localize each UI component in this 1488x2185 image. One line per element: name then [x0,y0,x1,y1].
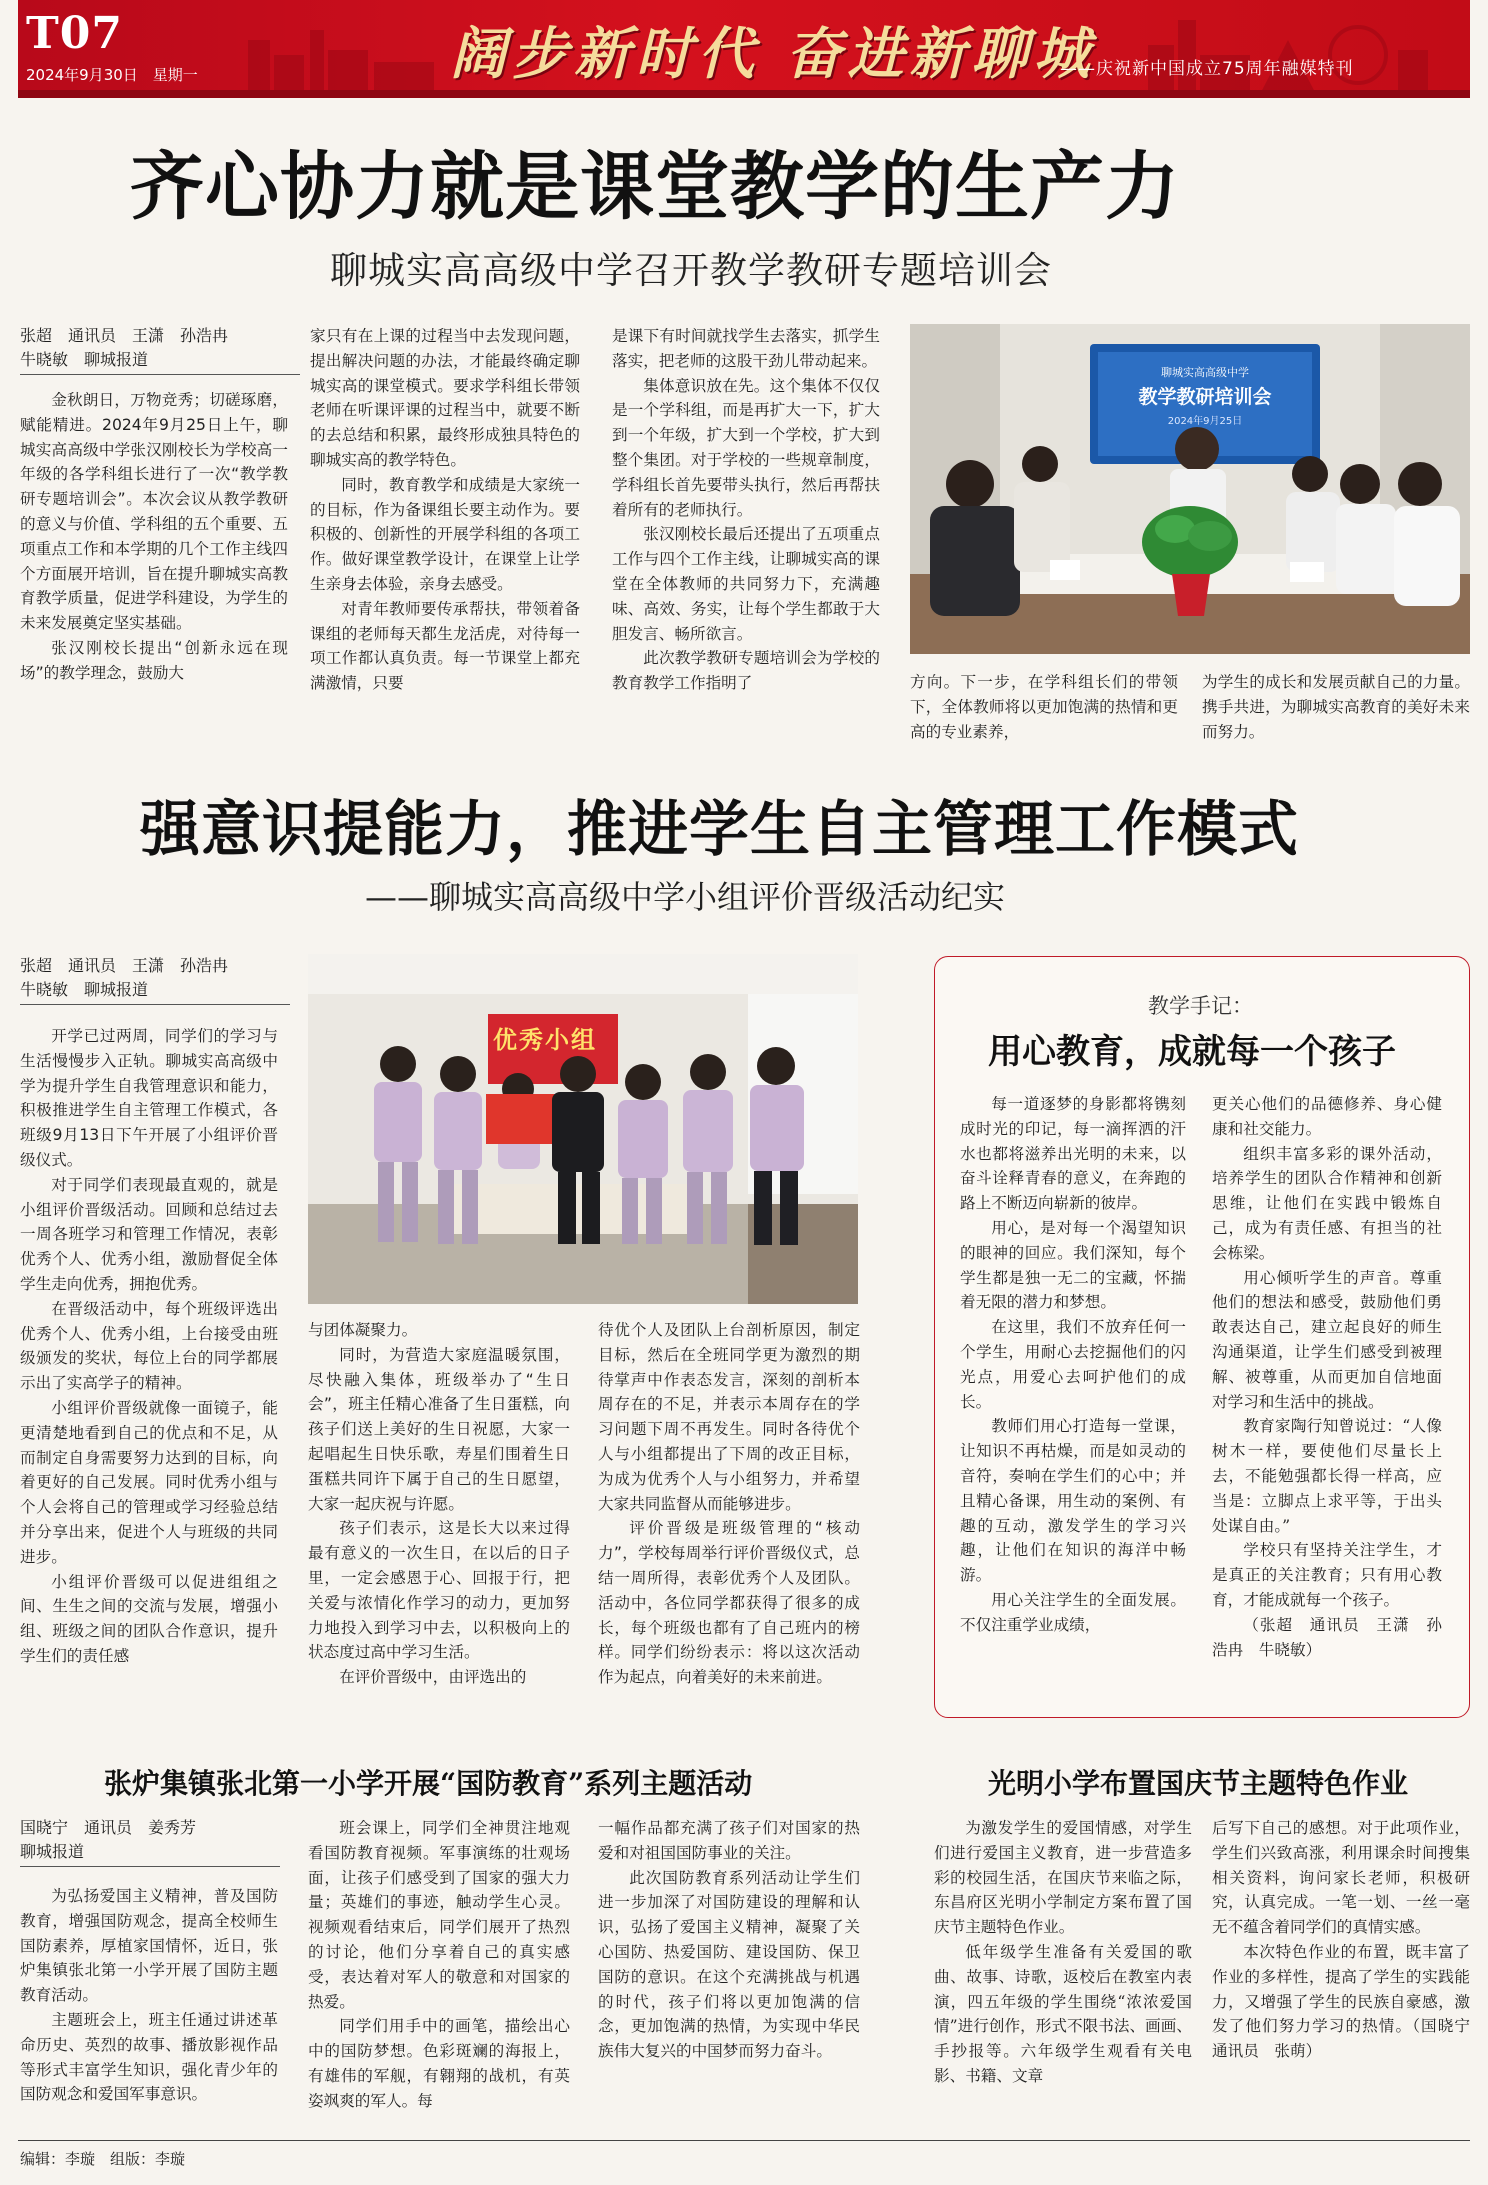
sidebar-column-1 [960,1092,1186,1638]
footer-divider [18,2140,1470,2141]
screen-school-name: 聊城实高高级中学 [1161,366,1249,379]
article3-column-1 [20,1884,278,2107]
article3-title: 张炉集镇张北第一小学开展“国防教育”系列主题活动 [104,1767,753,1800]
paragraph: 组织丰富多彩的课外活动，培养学生的团队合作精神和创新思维，让他们在实践中锻炼自己，成为有责任感、有担当的社会栋梁。 [1212,1144,1442,1262]
paragraph: 在评价晋级中，由评选出的 [339,1668,527,1687]
paragraph: 学校只有坚持关注学生，才是真正的关注教育；只有用心教育，才能成就每一个孩子。 [1212,1541,1442,1609]
sidebar-column-2 [1212,1092,1442,1662]
article4-column-1 [934,1816,1192,2089]
article2-title: 强意识提能力，推进学生自主管理工作模式 [140,795,1299,865]
article4-column-2 [1212,1816,1486,2064]
paragraph: 孩子们表示，这是长大以来过得最有意义的一次生日，在以后的日子里，一定会感恩于心、回报于行，把关爱与浓情化作学习的动力，更加努力地投入到学习中去，以积极向上的状态度过高中学习生活。 [308,1519,570,1662]
article1-column-1 [20,388,288,686]
paragraph: 本次特色作业的布置，既丰富了作业的多样性，提高了学生的实践能力，又增强了学生的民族自豪感，激发了他们努力学习的热情。（国晓宁 通讯员 张萌） [1212,1942,1486,2061]
paragraph: 为弘扬爱国主义精神，普及国防教育，增强国防观念，提高全校师生国防素养，厚植家国情怀，近日，张炉集镇张北第一小学开展了国防主题教育活动。 [20,1887,278,2005]
paragraph: 对青年教师要传承帮扶，带领着备课组的老师每天都生龙活虎，对待每一项工作都认真负责。每一节课堂上都充满激情，只要 [310,599,580,693]
article1-column-2 [310,324,580,696]
article3-column-3 [598,1816,860,2064]
article1-title: 齐心协力就是课堂教学的生产力 [130,144,1180,230]
students-photo-illustration [308,954,858,1304]
paragraph: 小组评价晋级就像一面镜子，能更清楚地看到自己的优点和不足，从而制定自身需要努力达到的目标，向着更好的自己发展。同时优秀小组与个人会将自己的管理或学习经验总结并分享出来，促进个人与班级的共同进步。 [20,1398,278,1566]
paragraph: （张超 通讯员 王潇 孙浩冉 牛晓敏） [1212,1615,1442,1659]
issue-date: 2024年9月30日 星期一 [26,66,198,84]
paragraph: 为学生的成长和发展贡献自己的力量。携手共进，为聊城实高教育的美好未来而努力。 [1202,673,1470,741]
page-number: T07 [26,8,123,59]
paragraph: 同学们用手中的画笔，描绘出心中的国防梦想。色彩斑斓的海报上，有雄伟的军舰，有翱翔的战机，有英姿飒爽的军人。每 [308,2017,570,2110]
byline-line: 牛晓敏 聊城报道 [20,348,300,375]
paragraph: 家只有在上课的过程当中去发现问题，提出解决问题的办法，才能最终确定聊城实高的课堂模式。要求学科组长带领老师在听课评课的过程当中，就要不断的去总结和积累，最终形成独具特色的聊城实高的教学特色。 [310,327,580,469]
paragraph: 此次国防教育系列活动让学生们进一步加深了对国防建设的理解和认识，弘扬了爱国主义精神，凝聚了关心国防、热爱国防、建设国防、保卫国防的意识。在这个充满挑战与机遇的时代，孩子们将以更加饱满的信念，更加饱满的热情，为实现中华民族伟大复兴的中国梦而努力奋斗。 [598,1868,860,2061]
byline-line: 张超 通讯员 王潇 孙浩冉 [20,956,229,975]
paragraph: 主题班会上，班主任通过讲述革命历史、英烈的故事、播放影视作品等形式丰富学生知识，强化青少年的国防观念和爱国军事意识。 [20,2010,278,2104]
paragraph: 用心，是对每一个渴望知识的眼神的回应。我们深知，每个学生都是独一无二的宝藏，怀揣着无限的潜力和梦想。 [960,1218,1186,1312]
paragraph: 低年级学生准备有关爱国的歌曲、故事、诗歌，返校后在教室内表演，四五年级的学生围绕“浓浓爱国情”进行创作，形式不限书法、画画、手抄报等。六年级学生观看有关电影、书籍、文章 [934,1942,1192,2085]
screen-meeting-title: 教学教研培训会 [1138,386,1272,408]
paragraph: 对于同学们表现最直观的，就是小组评价晋级活动。回顾和总结过去一周各班学习和管理工作情况，表彰优秀个人、优秀小组，激励督促全体学生走向优秀，拥抱优秀。 [20,1175,278,1293]
screen-date: 2024年9月25日 [1167,416,1243,427]
paragraph: 评价晋级是班级管理的“核动力”，学校每周举行评价晋级仪式，总结一周所得，表彰优秀个人及团队。活动中，各位同学都获得了很多的成长，每个班级也都有了自己班内的榜样。同学们纷纷表示：将以这次活动作为起点，向着美好的未来前进。 [598,1519,860,1687]
paragraph: 小组评价晋级可以促进组组之间、生生之间的交流与发展，增强小组、班级之间的团队合作意识，提升学生们的责任感 [20,1572,278,1665]
article1-column-3 [612,324,880,696]
paragraph: 同时，教育教学和成绩是大家统一的目标，作为备课组长要主动作为。要积极的、创新性的开展学科组的各项工作。做好课堂教学设计，在课堂上让学生亲身去体验，亲身去感受。 [310,475,580,593]
paragraph: 更关心他们的品德修养、身心健康和社交能力。 [1212,1095,1442,1138]
article2-column-1 [20,1024,278,1669]
byline-line: 张超 通讯员 王潇 孙浩冉 [20,326,229,345]
students-photo [308,954,858,1304]
sidebar-kicker: 教学手记： [1148,994,1253,1018]
paragraph: 用心倾听学生的声音。尊重他们的想法和感受，鼓励他们勇敢表达自己，建立起良好的师生沟通渠道，让学生们感受到被理解、被尊重，从而更加自信地面对学习和生活中的挑战。 [1212,1268,1442,1411]
paragraph: 与团体凝聚力。 [308,1321,418,1339]
byline-line: 国晓宁 通讯员 姜秀芳 [20,1818,197,1837]
paragraph: 开学已过两周，同学们的学习与生活慢慢步入正轨。聊城实高高级中学为提升学生自我管理意识和能力，积极推进学生自主管理工作模式，各班级9月13日下午开展了小组评价晋级仪式。 [20,1027,278,1169]
paragraph: 金秋朗日，万物竞秀；切磋琢磨，赋能精进。2024年9月25日上午，聊城实高高级中学张汉刚校长为学校高一年级的各学科组长进行了一次“教学教研专题培训会”。本次会议从教学教研的意义与价值、学科组的五个重要、五项重点工作和本学期的几个工作主线四个方面展开培训，旨在提升聊城实高教育教学质量，促进学科建设，为学生的未来发展奠定坚实基础。 [20,391,288,633]
paragraph: 一幅作品都充满了孩子们对国家的热爱和对祖国国防事业的关注。 [598,1819,860,1862]
footer-editor: 编辑：李璇 组版：李璇 [20,2150,186,2168]
banner-text: 优秀小组 [493,1026,597,1054]
paragraph: 是课下有时间就找学生去落实，抓学生落实，把老师的这股干劲儿带动起来。 [612,327,880,370]
paragraph: 教师们用心打造每一堂课，让知识不再枯燥，而是如灵动的音符，奏响在学生们的心中；并且精心备课，用生动的案例、有趣的互动，激发学生的学习兴趣，让他们在知识的海洋中畅游。 [960,1417,1186,1585]
article3-column-2 [308,1816,570,2114]
paragraph: 用心关注学生的全面发展。不仅注重学业成绩， [960,1590,1186,1634]
article2-column-3 [598,1318,860,1690]
paragraph: 集体意识放在先。这个集体不仅仅是一个学科组，而是再扩大一下，扩大到一个年级，扩大到一个学校，扩大到整个集团。对于学校的一些规章制度，学科组长首先要带头执行，然后再帮扶着所有的老师执行。 [612,376,880,519]
paragraph: 每一道逐梦的身影都将镌刻成时光的印记，每一滴挥洒的汗水也都将滋养出光明的未来，以奋斗诠释青春的意义，在奔跑的路上不断迈向崭新的彼岸。 [960,1095,1186,1213]
paragraph: 为激发学生的爱国情感，对学生们进行爱国主义教育，进一步营造多彩的校园生活，在国庆节来临之际，东昌府区光明小学制定方案布置了国庆节主题特色作业。 [934,1819,1192,1937]
paragraph: 在晋级活动中，每个班级评选出优秀个人、优秀小组，上台接受由班级颁发的奖状，每位上台的同学都展示出了实高学子的精神。 [20,1299,278,1393]
byline-line: 牛晓敏 聊城报道 [20,978,290,1005]
paragraph: 班会课上，同学们全神贯注地观看国防教育视频。军事演练的壮观场面，让孩子们感受到了国家的强大力量；英雄们的事迹，触动学生心灵。视频观看结束后，同学们展开了热烈的讨论，他们分享着自己的真实感受，表达着对军人的敬意和对国家的热爱。 [308,1819,570,2011]
meeting-photo [910,324,1470,654]
article2-subtitle: ——聊城实高高级中学小组评价晋级活动纪实 [365,878,1006,916]
sidebar-title: 用心教育，成就每一个孩子 [988,1032,1396,1072]
paragraph: 张汉刚校长提出“创新永远在现场”的教学理念，鼓励大 [20,638,288,682]
paragraph: 此次教学教研专题培训会为学校的教育教学工作指明了 [612,649,880,693]
paragraph: 方向。下一步，在学科组长们的带领下，全体教师将以更加饱满的热情和更高的专业素养， [910,673,1178,741]
article2-column-2 [308,1318,570,1690]
masthead-slogan: 阔步新时代 奋进新聊城 [450,21,1096,87]
article1-column-4 [910,670,1178,744]
paragraph: 同时，为营造大家庭温暖氛围，尽快融入集体，班级举办了“生日会”，班主任精心准备了生日蛋糕，向孩子们送上美好的生日祝愿，大家一起唱起生日快乐歌，寿星们围着生日蛋糕共同许下属于自己的生日愿望，大家一起庆祝与许愿。 [308,1345,570,1513]
article1-column-5 [1202,670,1470,744]
paragraph: 张汉刚校长最后还提出了五项重点工作与四个工作主线，让聊城实高的课堂在全体教师的共同努力下，充满趣味、高效、务实，让每个学生都敢于大胆发言、畅所欲言。 [612,525,880,643]
paragraph: 教育家陶行知曾说过：“人像树木一样，要使他们尽量长上去，不能勉强都长得一样高，应当是：立脚点上求平等，于出头处谋自由。” [1212,1417,1442,1535]
paragraph: 待优个人及团队上台剖析原因，制定目标，然后在全班同学更为激烈的期待掌声中作表态发言，深刻的剖析本周存在的不足，并表示本周存在的学习问题下周不再发生。同时各待优个人与小组都提出了下周的改正目标，为成为优秀个人与小组努力，并希望大家共同监督从而能够进步。 [598,1321,860,1513]
article1-byline [20,324,300,375]
article3-byline [20,1816,280,1867]
byline-line: 聊城报道 [20,1840,280,1867]
masthead-subslogan: ——庆祝新中国成立75周年融媒特刊 [1060,59,1354,79]
paragraph: 后写下自己的感想。对于此项作业，学生们兴致高涨，利用课余时间搜集相关资料，询问家长老师，积极研究，认真完成。一笔一划、一丝一毫无不蕴含着同学们的真情实感。 [1212,1819,1470,1937]
article4-title: 光明小学布置国庆节主题特色作业 [988,1767,1409,1800]
article1-subtitle: 聊城实高高级中学召开教学教研专题培训会 [330,249,1052,292]
paragraph: 在这里，我们不放弃任何一个学生，用耐心去挖掘他们的闪光点，用爱心去呵护他们的成长。 [960,1318,1186,1411]
article2-byline [20,954,290,1005]
